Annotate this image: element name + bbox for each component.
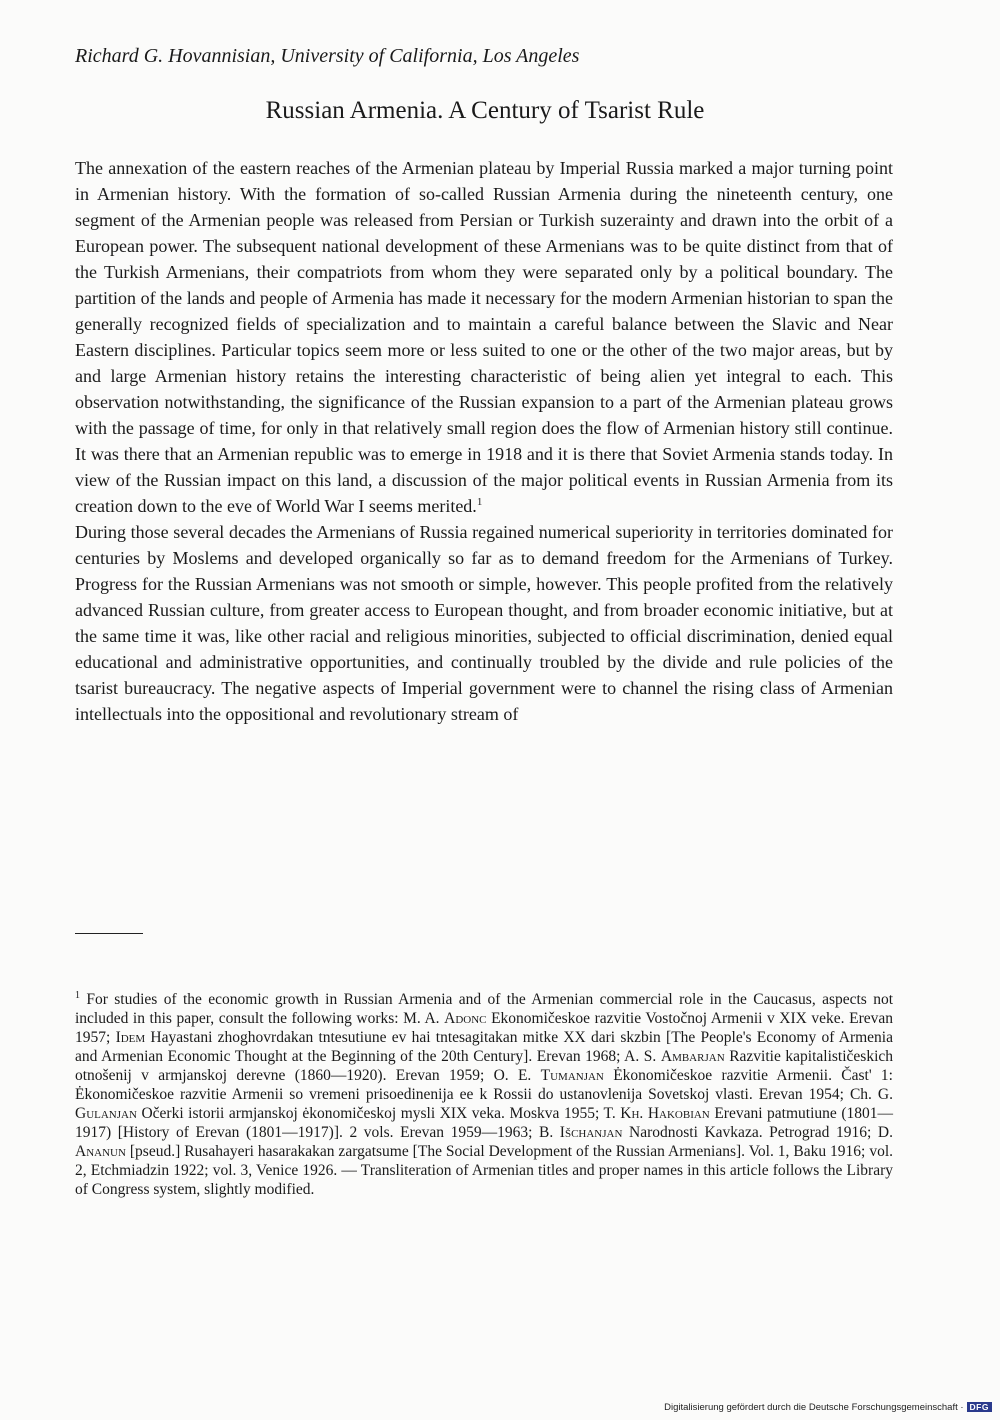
author-name: Išchanjan [559, 1124, 623, 1141]
article-body [75, 155, 893, 727]
footnote-marker: 1 [75, 989, 80, 1001]
author-name: Tumanjan [540, 1067, 604, 1084]
author-name: Adonc [444, 1010, 487, 1027]
digitization-footer [664, 1402, 992, 1413]
footnote-text: For studies of the economic growth in Russian Armenia and of the Armenian commercial role in the Caucasus, aspects not included in this paper, consult the following works: M. A. [75, 991, 894, 1027]
footnote-text: Narodnosti Kavkaza. Petrograd 1916; D. [629, 1124, 893, 1141]
author-name: Gulanjan [75, 1105, 137, 1122]
paragraph-1 [75, 155, 893, 519]
author-name: Idem [115, 1029, 146, 1046]
footnote-text: Ekonomičeskoe razvitie Vostočnoj Armenii v XIX veke. Erevan 1957; [75, 1010, 893, 1046]
footnote-reference[interactable]: 1 [476, 496, 483, 508]
footnote-divider [75, 933, 143, 934]
footnote-text: Ėkonomičeskoe razvitie Armenii. Čast' 1: Ėkonomičeskoe razvitie Armenii so vremeni prisoedinenija ee k Rossii do ustanovlenija Sovetskoj vlasti. Erevan 1954; Ch. G. [75, 1067, 893, 1103]
footnote-text: Očerki istorii armjanskoj ėkonomičeskoj mysli XIX veka. Moskva 1955; T. [141, 1105, 616, 1122]
footnote-text: Hayastani zhoghovrdakan tntesutiune ev hai tntesagitakan mitke XX dari skzbin [The People's Economy of Armenia and Armenian Economic Thought at the Beginning of the 20th Century]. Erevan 1968; A. S. [75, 1029, 893, 1065]
digitization-note: Digitalisierung gefördert durch die Deutsche Forschungsgemeinschaft · [664, 1402, 964, 1413]
author-line: Richard G. Hovannisian, University of California, Los Angeles [75, 45, 580, 67]
dfg-logo: DFG [967, 1402, 992, 1412]
article-title: Russian Armenia. A Century of Tsarist Rule [265, 97, 705, 124]
footnote-text: [pseud.] Rusahayeri hasarakakan zargatsume [The Social Development of the Russian Armenians]. Vol. 1, Baku 1916; vol. 2, Etchmiadzin 1922; vol. 3, Venice 1926. — Transliteration of Armenian titles and proper names in this article follows the Library of Congress system, slightly modified. [75, 1143, 893, 1198]
paragraph-2: During those several decades the Armenians of Russia regained numerical superiority in territories dominated for centuries by Moslems and developed organically so far as to demand freedom for the Armenians of Turkey. Progress for the Russian Armenians was not smooth or simple, however. This people profited from the relatively advanced Russian culture, from greater access to European thought, and from broader economic initiative, but at the same time it was, like other racial and religious minorities, subjected to official discrimination, denied equal educational and administrative opportunities, and continually troubled by the divide and rule policies of the tsarist bureaucracy. The negative aspects of Imperial government were to channel the rising class of Armenian intellectuals into the oppositional and revolutionary stream of [75, 522, 893, 724]
paragraph-1-text: The annexation of the eastern reaches of the Armenian plateau by Imperial Russia marked a major turning point in Armenian history. With the formation of so-called Russian Armenia during the nineteenth century, one segment of the Armenian people was released from Persian or Turkish suzerainty and drawn into the orbit of a European power. The subsequent national development of these Armenians was to be quite distinct from that of the Turkish Armenians, their compatriots from whom they were separated only by a political boundary. The partition of the lands and people of Armenia has made it necessary for the modern Armenian historian to span the generally recognized fields of specialization and to maintain a careful balance between the Slavic and Near Eastern disciplines. Particular topics seem more or less suited to one or the other of the two major areas, but by and large Armenian history retains the interesting characteristic of being alien yet integral to each. This observation notwithstanding, the significance of the Russian expansion to a part of the Armenian plateau grows with the passage of time, for only in that relatively small region does the flow of Armenian history still continue. It was there that an Armenian republic was to emerge in 1918 and it is there that Soviet Armenia stands today. In view of the Russian impact on this land, a discussion of the major political events in Russian Armenia from its creation down to the eve of World War I seems merited. [75, 158, 893, 516]
footnote-text: Erevani patmutiune (1801—1917) [History of Erevan (1801—1917)]. 2 vols. Erevan 1959—1963; B. [75, 1105, 893, 1141]
author-name: Kh. Hakobian [620, 1105, 710, 1122]
author-name: Ananun [75, 1143, 126, 1160]
footnote-1 [75, 990, 893, 1199]
footnote-text: Razvitie kapitalističeskich otnošenij v armjanskoj derevne (1860—1920). Erevan 1959; O. E. [75, 1048, 894, 1084]
author-name: Ambarjan [660, 1048, 725, 1065]
